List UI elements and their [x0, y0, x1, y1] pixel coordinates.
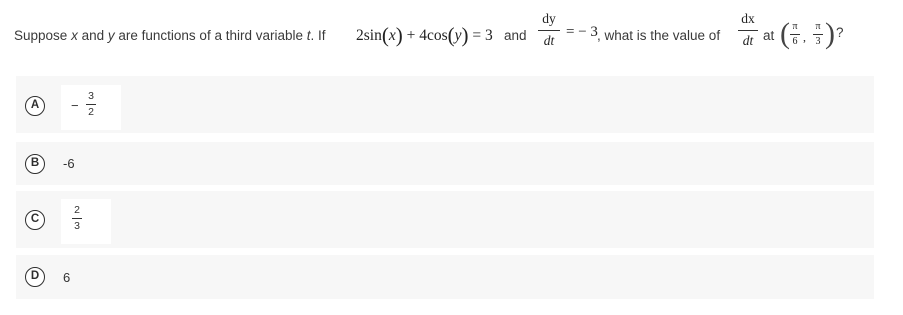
dy-dt-value: = − 3 [566, 24, 598, 40]
word-and: and [81, 28, 105, 43]
dt-denominator: dt [543, 32, 555, 48]
point-comma: , [803, 30, 806, 44]
fraction-numerator: 3 [88, 90, 94, 102]
fraction-bar [738, 30, 758, 31]
answer-c-fraction [72, 205, 82, 231]
fraction-denominator: 2 [88, 105, 94, 118]
dx-numerator: dx [741, 11, 755, 26]
equation: 2sin(x) + 4cos(y) = 3 [356, 23, 493, 47]
six-denominator: 6 [792, 36, 798, 47]
fraction-numerator: 2 [74, 204, 80, 216]
fraction-bar [538, 30, 560, 31]
pi-numerator: π [815, 21, 821, 32]
choice-letter-d: D [25, 267, 45, 287]
choice-letter-c: C [25, 210, 45, 230]
equation-rhs: = 3 [472, 27, 493, 44]
answer-choice-c[interactable] [16, 191, 874, 248]
answer-choice-a[interactable] [16, 76, 874, 133]
variable-t: t [306, 28, 311, 43]
question-text [14, 10, 894, 60]
equation-cos: + 4cos [406, 27, 448, 44]
word-and-2: and [504, 28, 527, 43]
fraction-bar [86, 104, 96, 105]
question-ask: , what is the value of [597, 28, 721, 43]
negative-sign: − [71, 98, 79, 113]
fraction-bar [790, 34, 800, 35]
point-close-paren: ) [825, 17, 835, 50]
dy-dt-fraction [538, 12, 560, 47]
pi-numerator: π [792, 21, 798, 32]
equation-sin: 2sin [356, 27, 382, 44]
question-mark: ? [836, 25, 844, 40]
answer-c-box [61, 199, 111, 244]
point-open-paren: ( [780, 17, 790, 50]
choice-letter-b: B [25, 154, 45, 174]
answer-choice-d[interactable] [16, 255, 874, 299]
fraction-bar [813, 34, 823, 35]
answer-b-value: -6 [63, 156, 75, 171]
three-denominator: 3 [815, 36, 821, 47]
answer-d-value: 6 [63, 270, 71, 285]
variable-y: y [107, 28, 115, 43]
question-rest: are functions of a third variable [118, 28, 303, 43]
dx-dt-fraction [738, 12, 758, 47]
fraction-denominator: 3 [74, 219, 80, 232]
answer-choice-b[interactable] [16, 142, 874, 185]
word-suppose: Suppose [14, 28, 68, 43]
fraction-bar [72, 218, 82, 219]
point-y-fraction [813, 22, 823, 47]
answer-a-fraction [86, 91, 96, 117]
point-x-fraction [790, 22, 800, 47]
dy-numerator: dy [542, 11, 556, 26]
dt-denominator: dt [742, 32, 754, 48]
question-intro [14, 28, 326, 43]
answer-a-box [61, 85, 121, 130]
choice-letter-a: A [25, 96, 45, 116]
variable-x: x [71, 28, 78, 43]
word-if: . If [310, 28, 326, 43]
word-at: at [763, 28, 775, 43]
